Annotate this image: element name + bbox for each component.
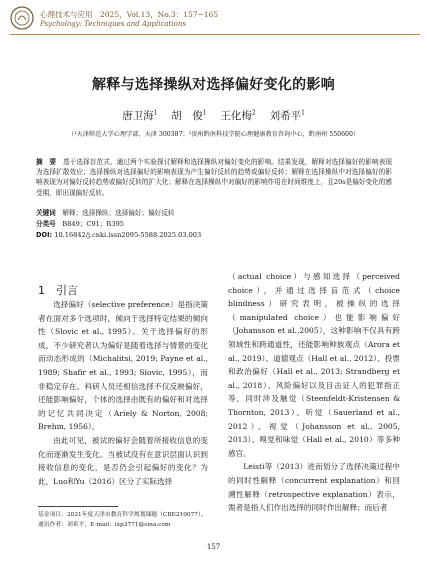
paragraph: （actual choice）与感知选择（perceived choice），并通过选择盲范式（choice blindness）研究表明，被操纵的选择（manipulated choice）也能影响偏好（Johansson et al.,2005），这种影响不仅具有跨领域性和跨通道性，还能影响种族观点（Arora et al., 2019）、道德观点（Hall et al., 2012）、投票和政治偏好（Hall et al., 2013; Strandberg et al., 2018）、风险偏好以及目击证人的犯罪指正等，同时涉及触觉（Steenfeldt-Kristensen & Thornton, 2013）、听觉（Sauerland et al., 2012）、视觉（Johansson et al., 2005, 2013）、嗅觉和味觉（Hall et al., 2010）等多种感官。: [228, 272, 400, 458]
paragraph: 选择偏好（selective preference）是指决策者在面对多个选项时，倾向于选择特定结果的倾向性（Slovic et al., 1995）。关于选择偏好的形成，不少研究者认为偏好是随着选择与情景的变化而动态形成的（Michalitsi, 2019; Payne et al., 1989; Shafir et al., 1993; Slovic, 1995），而非稳定存在。科研人员还相信选择不仅反映偏好，还能影响偏好，个体的选择由既有的偏好和对选择的记忆共同决定（Ariely & Norton, 2008; Brehm, 1956）。: [38, 300, 208, 432]
footnote-rule: [38, 506, 118, 507]
author: 唐卫海$^1$: [122, 109, 158, 122]
paragraph: Leisti等（2013）进而划分了选择决策过程中的同时性解释（concurrent explanation）和回溯性解释（retrospective explanation）表示，需者是指人们作出选择的同时作出解释；而后者: [228, 462, 400, 513]
footnote: [38, 510, 388, 530]
journal-name-en: Psychology: Techniques and Applications: [40, 20, 186, 28]
abstract-text: 基于选择盲范式，通过两个实验探讨解释和选择操纵对偏好变化的影响。结果发现，解释对选择偏好的影响表现为选择扩散效应；选择操纵对选择偏好的影响表现为产生偏好反转的趋势或偏好反转；解释在选择操纵中对选择偏好的影响表现为对偏好反转趋势或偏好反转的扩大化；解释在选择操纵中对偏好的影响作用在时间维度上，且20s是偏好变化的感受期，即出现偏好反转。: [36, 158, 393, 197]
journal-name: 心理技术与应用: [40, 10, 93, 19]
affiliation: （¹天津师范大学心理学部，天津 300387；²贵州黔南科技学院心理健康教育咨询中心，黔南州 550600）: [67, 131, 360, 138]
body-column-left: [38, 298, 208, 488]
section-heading: 1 引言: [38, 284, 78, 297]
article-metadata: [36, 208, 392, 240]
paragraph: 由此可见，被试的偏好会随着所接收信息的变化而逐渐发生变化。当被试没有在意识层面认识到接收信息的变化，是否仍会引起偏好的变化？为此，Luo和Yu（2016）区分了实际选择: [38, 435, 208, 486]
classification-number: 分类号 B849；C91；R395: [36, 219, 124, 228]
contact-note: 通讯作者：刘希平，E-mail：lxp3771@sina.com: [38, 522, 171, 528]
abstract: [36, 157, 392, 198]
header-journal-line: [40, 9, 218, 20]
page-number: 157: [206, 543, 221, 551]
funding-note: 基金项目：2021年度天津市教育科学规划课题（CBE210077）。: [38, 512, 207, 518]
paper-title: 解释与选择操纵对选择偏好变化的影响: [91, 77, 336, 93]
author: 刘希平$^1$: [269, 109, 305, 122]
issue-info: 2025，Vol.13，No.3：157−165: [100, 10, 219, 19]
author: 王化梅$^2$: [220, 109, 256, 122]
journal-logo-icon: [10, 6, 34, 30]
doi: DOI: 10.16842/j.cnki.issn2095-5588.2025.03.003: [36, 230, 202, 239]
journal-header: [10, 6, 420, 42]
author-list: [0, 108, 427, 123]
author: 胡 俊$^1$: [171, 109, 207, 122]
abstract-label: 摘 要: [36, 158, 57, 166]
keywords: 关键词 解释；选择操纵；选择偏好；偏好反转: [36, 209, 175, 217]
header-rule: [10, 34, 420, 35]
body-column-right: [228, 270, 400, 515]
